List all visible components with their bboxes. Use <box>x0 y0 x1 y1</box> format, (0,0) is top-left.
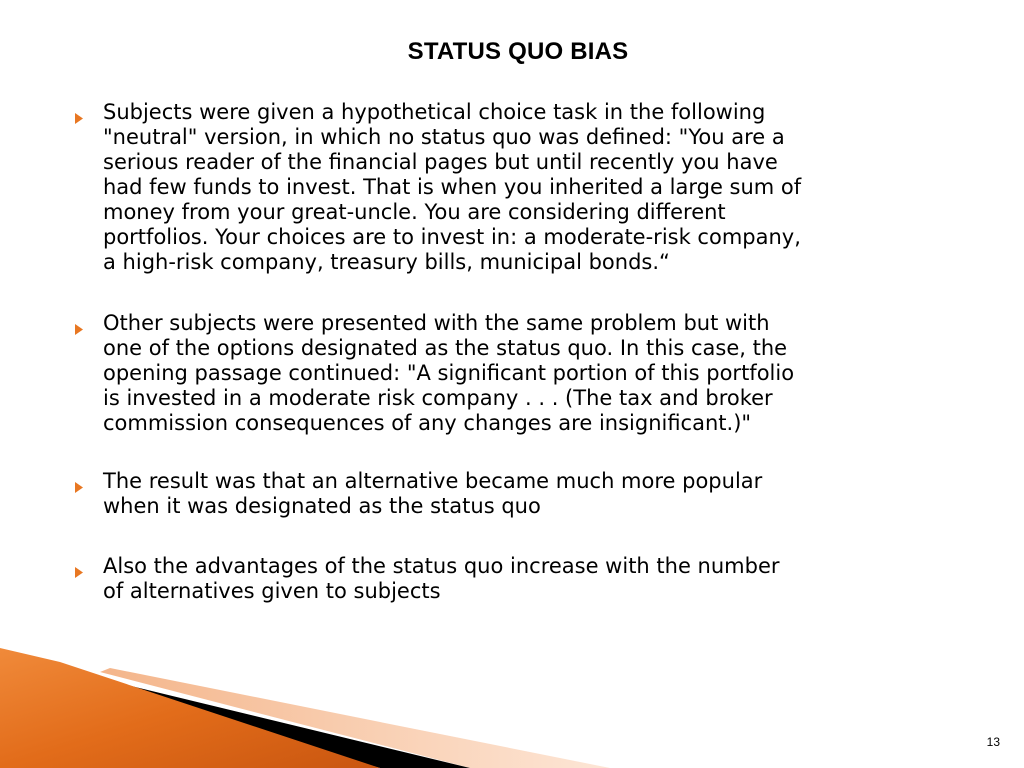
bullet-item <box>75 469 985 519</box>
bullet-item <box>75 311 985 436</box>
bullet-text: Other subjects were presented with the same problem but with one of the options designated as the status quo. In this case, the opening passage continued: "A significant portion of this portfolio is invested in a moderate risk company . . . (The tax and broker commission consequences of any changes are insignificant.)" <box>103 311 795 435</box>
bullet-text: Subjects were given a hypothetical choice task in the following "neutral" version, in which no status quo was defined: "You are a serious reader of the financial pages but until recently you have had few funds to invest. That is when you inherited a large sum of money from your great-uncle. You are considering different portfolios. Your choices are to invest in: a moderate-risk company, a high-risk company, treasury bills, municipal bonds.“ <box>103 100 802 274</box>
bullet-item <box>75 554 985 604</box>
bullet-arrow-icon <box>75 311 103 339</box>
page-number: 13 <box>986 735 1000 749</box>
bullet-arrow-icon <box>75 469 103 497</box>
bullet-arrow-icon <box>75 100 103 128</box>
bullet-arrow-icon <box>75 554 103 582</box>
slide-title: STATUS QUO BIAS <box>407 38 629 65</box>
bullet-item <box>75 100 985 275</box>
orange-corner-shape <box>0 648 380 768</box>
bullet-text: The result was that an alternative became much more popular when it was designated as the status quo <box>103 469 763 518</box>
bullet-text: Also the advantages of the status quo increase with the number of alternatives given to subjects <box>103 554 780 603</box>
